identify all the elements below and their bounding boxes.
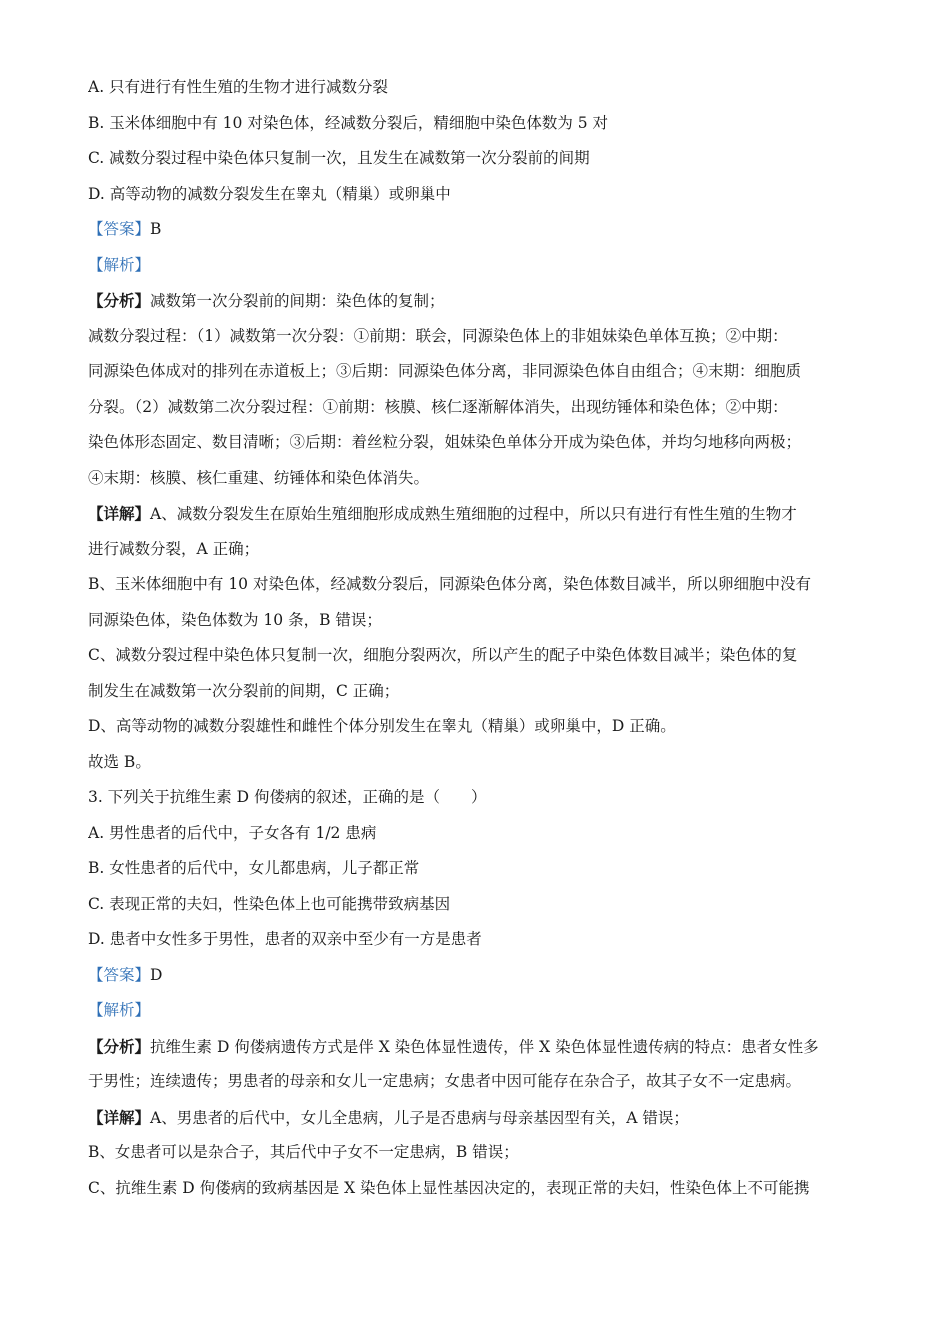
q3-analysis-line xyxy=(88,993,868,1029)
document-page xyxy=(88,70,868,1206)
q2-fenxi-line-5: 染色体形态固定、数目清晰；③后期：着丝粒分裂，姐妹染色单体分开成为染色体，并均匀地移向两极； xyxy=(88,433,802,451)
q2-analysis-line xyxy=(88,248,868,284)
q2-option-a: A. 只有进行有性生殖的生物才进行减数分裂 xyxy=(88,78,389,96)
q2-fenxi-line-4: 分裂。（2）减数第二次分裂过程：①前期：核膜、核仁逐渐解体消失，出现纺锤体和染色体；②中期： xyxy=(88,397,788,416)
q2-detail-line-4: 同源染色体，染色体数为 10 条，B 错误； xyxy=(88,610,382,629)
q2-answer-tag: 【答案】 xyxy=(88,220,151,238)
q2-fenxi-line-1 xyxy=(88,283,868,319)
q3-option-b: B. 女性患者的后代中，女儿都患病，儿子都正常 xyxy=(88,859,420,877)
q2-fenxi-line-3: 同源染色体成对的排列在赤道板上；③后期：同源染色体分离，非同源染色体自由组合；④末期：细胞质 xyxy=(88,362,802,380)
q2-detail-text-1: A、减数分裂发生在原始生殖细胞形成成熟生殖细胞的过程中，所以只有进行有性生殖的生物才 xyxy=(150,505,797,523)
q3-fenxi-tag: 【分析】 xyxy=(88,1036,151,1056)
q3-fenxi-text-1: 抗维生素 D 佝偻病遗传方式是伴 X 染色体显性遗传，伴 X 染色体显性遗传病的特点：患者女性多 xyxy=(150,1037,819,1056)
q3-detail-line-1 xyxy=(88,1100,868,1136)
q2-detail-line-5: C、减数分裂过程中染色体只复制一次，细胞分裂两次，所以产生的配子中染色体数目减半；染色体的复 xyxy=(88,646,798,664)
q3-answer-line xyxy=(88,958,868,994)
q3-answer-value: D xyxy=(150,965,163,984)
q3-option-a: A. 男性患者的后代中，子女各有 1/2 患病 xyxy=(88,823,377,842)
q2-detail-line-1 xyxy=(88,496,868,532)
q2-detail-line-3: B、玉米体细胞中有 10 对染色体，经减数分裂后，同源染色体分离，染色体数目减半，所以卵细胞中没有 xyxy=(88,575,811,593)
q3-fenxi-line-2: 于男性；连续遗传；男患者的母亲和女儿一定患病；女患者中因可能存在杂合子，故其子女不一定患病。 xyxy=(88,1072,802,1090)
q2-conclusion: 故选 B。 xyxy=(88,752,151,771)
q3-option-c: C. 表现正常的夫妇，性染色体上也可能携带致病基因 xyxy=(88,894,451,913)
q3-answer-tag: 【答案】 xyxy=(88,965,151,984)
q3-stem: 3. 下列关于抗维生素 D 佝偻病的叙述，正确的是（ ） xyxy=(88,788,487,806)
q2-answer-line xyxy=(88,212,868,248)
q2-fenxi-line-2: 减数分裂过程：（1）减数第一次分裂：①前期：联会，同源染色体上的非姐妹染色单体互换；②中期： xyxy=(88,326,788,345)
q2-detail-line-7: D、高等动物的减数分裂雄性和雌性个体分别发生在睾丸（精巢）或卵巢中，D 正确。 xyxy=(88,717,676,735)
q2-option-c: C. 减数分裂过程中染色体只复制一次，且发生在减数第一次分裂前的间期 xyxy=(88,149,590,167)
q3-detail-text-1: A、男患者的后代中，女儿全患病，儿子是否患病与母亲基因型有关，A 错误； xyxy=(150,1108,689,1127)
q2-fenxi-tag: 【分析】 xyxy=(88,291,151,310)
q3-detail-tag: 【详解】 xyxy=(88,1107,151,1127)
q3-detail-line-3: C、抗维生素 D 佝偻病的致病基因是 X 染色体上显性基因决定的，表现正常的夫妇，性染色体上不可能携 xyxy=(88,1178,810,1197)
q2-answer-value: B xyxy=(150,220,162,238)
q2-detail-line-2: 进行减数分裂，A 正确； xyxy=(88,539,260,558)
q2-detail-line-6: 制发生在减数第一次分裂前的间期，C 正确； xyxy=(88,681,400,700)
q3-option-d: D. 患者中女性多于男性，患者的双亲中至少有一方是患者 xyxy=(88,930,482,948)
q2-fenxi-text-1: 减数第一次分裂前的间期：染色体的复制； xyxy=(150,292,445,310)
q2-fenxi-line-6: ④末期：核膜、核仁重建、纺锤体和染色体消失。 xyxy=(88,468,430,487)
q2-option-b: B. 玉米体细胞中有 10 对染色体，经减数分裂后，精细胞中染色体数为 5 对 xyxy=(88,113,609,132)
q3-analysis-tag: 【解析】 xyxy=(88,1001,151,1019)
q3-detail-line-2: B、女患者可以是杂合子，其后代中子女不一定患病，B 错误； xyxy=(88,1143,519,1161)
q2-analysis-tag: 【解析】 xyxy=(88,255,151,274)
q2-detail-tag: 【详解】 xyxy=(88,504,151,523)
q2-option-d: D. 高等动物的减数分裂发生在睾丸（精巢）或卵巢中 xyxy=(88,184,451,203)
q3-fenxi-line-1 xyxy=(88,1029,868,1065)
